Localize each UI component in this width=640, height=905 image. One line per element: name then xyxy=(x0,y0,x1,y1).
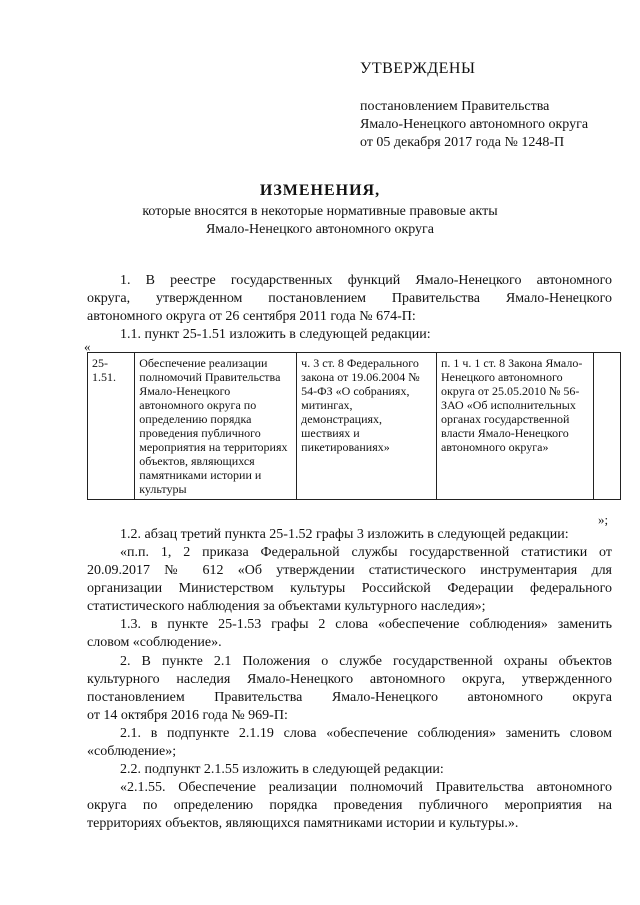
document-subtitle xyxy=(0,203,640,239)
paragraph-line: организации Министерством культуры Российской Федерации федерального xyxy=(87,581,612,596)
paragraph-line: округа по определению порядка проведения публичного мероприятия на xyxy=(87,798,612,813)
paragraph-line: от 14 октября 2016 года № 969-П: xyxy=(87,708,288,723)
subtitle-line: Ямало-Ненецкого автономного округа xyxy=(205,222,435,237)
cell-empty xyxy=(593,353,620,500)
paragraph-line: постановлением Правительства Ямало-Ненецкого автономного округа xyxy=(87,690,612,705)
paragraph-line: территориях объектов, являющихся памятниками истории и культуры.». xyxy=(87,816,519,831)
paragraph-2 xyxy=(87,653,612,833)
quote-open-mark: « xyxy=(84,339,91,354)
paragraph-line: статистического наблюдения за объектами культурного наследия»; xyxy=(87,599,486,614)
paragraph-line: «соблюдение»; xyxy=(87,744,177,759)
paragraph-line: 1.1. пункт 25-1.51 изложить в следующей редакции: xyxy=(120,327,431,342)
paragraph-line: 20.09.2017 № 612 «Об утверждении статистического инструментария для xyxy=(87,563,612,578)
paragraph-line: 2. В пункте 2.1 Положения о службе государственной охраны объектов xyxy=(120,654,612,669)
cell-number: 25-1.51. xyxy=(88,353,135,500)
approval-reference xyxy=(360,98,588,152)
paragraph-line: 2.1. в подпункте 2.1.19 слова «обеспечение соблюдения» заменить словом xyxy=(120,726,612,741)
document-title: ИЗМЕНЕНИЯ, xyxy=(259,182,381,199)
subtitle-line: которые вносятся в некоторые нормативные правовые акты xyxy=(142,204,498,219)
quote-close-mark: »; xyxy=(598,512,609,527)
paragraph-line: 1.2. абзац третий пункта 25-1.52 графы 3 изложить в следующей редакции: xyxy=(120,527,569,542)
approval-line: постановлением Правительства xyxy=(360,99,550,114)
approval-line: Ямало-Ненецкого автономного округа xyxy=(360,117,589,132)
paragraph-line: культурного наследия Ямало-Ненецкого автономного округа, утвержденного xyxy=(87,672,612,687)
approval-line: от 05 декабря 2017 года № 1248-П xyxy=(360,135,565,150)
paragraph-line: «п.п. 1, 2 приказа Федеральной службы государственной статистики от xyxy=(120,545,612,560)
paragraph-1-2 xyxy=(87,526,612,652)
paragraph-line: округа, утвержденном постановлением Правительства Ямало-Ненецкого xyxy=(87,291,612,306)
paragraph-line: словом «соблюдение». xyxy=(87,635,222,650)
paragraph-line: автономного округа от 26 сентября 2011 года № 674-П: xyxy=(87,309,416,324)
paragraph-line: «2.1.55. Обеспечение реализации полномочий Правительства автономного xyxy=(120,780,612,795)
cell-function-name: Обеспечение реализации полномочий Правительства Ямало-Ненецкого автономного округа по определению порядка проведения публичного мероприятия на территориях объектов, являющихся памятниками истории и культуры xyxy=(135,353,297,500)
cell-regional-basis: п. 1 ч. 1 ст. 8 Закона Ямало-Ненецкого автономного округа от 25.05.2010 № 56-ЗАО «Об исполнительных органах государственной власти Ямало-Ненецкого автономного округа» xyxy=(436,353,593,500)
paragraph-line: 1. В реестре государственных функций Ямало-Ненецкого автономного xyxy=(120,273,612,288)
cell-federal-basis: ч. 3 ст. 8 Федерального закона от 19.06.2004 № 54-ФЗ «О собраниях, митингах, демонстрациях, шествиях и пикетированиях» xyxy=(297,353,437,500)
paragraph-line: 2.2. подпункт 2.1.55 изложить в следующей редакции: xyxy=(120,762,444,777)
paragraph-line: 1.3. в пункте 25-1.53 графы 2 слова «обеспечение соблюдения» заменить xyxy=(120,617,612,632)
amendment-table xyxy=(87,352,621,500)
table-row xyxy=(88,353,621,500)
paragraph-1 xyxy=(87,272,612,344)
approved-stamp: УТВЕРЖДЕНЫ xyxy=(360,60,476,77)
